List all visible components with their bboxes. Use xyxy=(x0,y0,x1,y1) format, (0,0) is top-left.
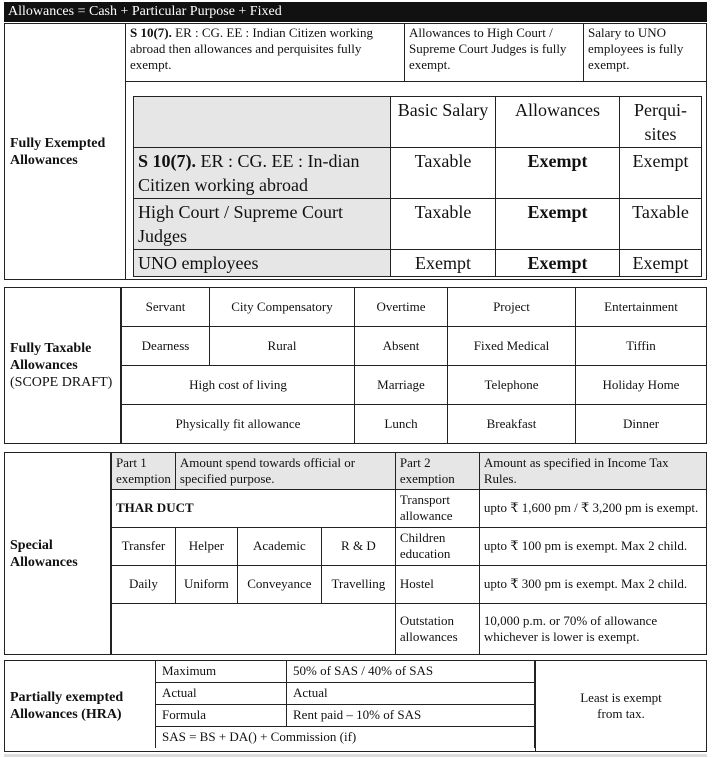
page-title: Allowances = Cash + Particular Purpose + Fixed xyxy=(4,2,707,22)
table-row xyxy=(122,405,707,443)
row-label: UNO employees xyxy=(134,250,391,277)
table-header-row xyxy=(134,97,702,148)
perquisites-cell: Taxable xyxy=(620,199,702,250)
footer-divider xyxy=(4,754,707,757)
list-item: Project xyxy=(448,288,576,326)
row-label: S 10(7). ER : CG. EE : In-dian Citizen working abroad xyxy=(134,148,391,199)
list-item: Holiday Home xyxy=(576,365,707,404)
table-row xyxy=(112,453,707,489)
list-item: High cost of living xyxy=(122,365,355,404)
fully-exempted-label: Fully Exempted Allowances xyxy=(5,24,126,279)
table-row xyxy=(122,288,707,326)
header-cell: Basic Salary xyxy=(391,97,496,148)
part1-desc: Amount spend towards official or specified purpose. xyxy=(175,453,395,489)
allowances-cell: Exempt xyxy=(496,250,620,277)
list-item: Entertainment xyxy=(576,288,707,326)
summary-cell: Salary to UNO employees is fully exempt. xyxy=(584,24,707,82)
list-item: Breakfast xyxy=(448,405,576,443)
part1-label: Part 1 exemption xyxy=(112,453,176,489)
list-item: City Compensatory xyxy=(210,288,355,326)
list-item: Uniform xyxy=(175,565,237,603)
sas-formula: SAS = BS + DA() + Commission (if) xyxy=(156,727,535,749)
table-row xyxy=(112,489,707,527)
list-item: Servant xyxy=(122,288,210,326)
hra-key: Formula xyxy=(156,705,287,727)
list-item: Fixed Medical xyxy=(448,326,576,365)
list-item: Absent xyxy=(355,326,448,365)
table-row xyxy=(156,661,535,683)
table-row xyxy=(134,199,702,250)
fully-exempted-summary xyxy=(126,24,706,82)
special-label: Special Allowances xyxy=(5,453,111,654)
header-cell xyxy=(134,97,391,148)
hra-key: Actual xyxy=(156,683,287,705)
fully-taxable-table xyxy=(121,288,706,443)
fully-taxable-section xyxy=(4,287,707,444)
list-item: Tiffin xyxy=(576,326,707,365)
list-item: Rural xyxy=(210,326,355,365)
thar-duct: THAR DUCT xyxy=(112,489,396,527)
hra-value: 50% of SAS / 40% of SAS xyxy=(287,661,535,683)
list-item: R & D xyxy=(321,527,395,565)
list-item: Telephone xyxy=(448,365,576,404)
allowance-rule: upto ₹ 300 pm is exempt. Max 2 child. xyxy=(479,565,706,603)
list-item: Dearness xyxy=(122,326,210,365)
list-item: Helper xyxy=(175,527,237,565)
hra-value: Rent paid – 10% of SAS xyxy=(287,705,535,727)
perquisites-cell: Exempt xyxy=(620,250,702,277)
hra-table xyxy=(155,661,535,748)
header-cell: Allowances xyxy=(496,97,620,148)
allowance-name: Hostel xyxy=(395,565,479,603)
list-item: Transfer xyxy=(112,527,176,565)
basic-cell: Taxable xyxy=(391,199,496,250)
allowance-name: Outstation allowances xyxy=(395,603,479,655)
least-exempt-note: Least is exempt from tax. xyxy=(535,661,706,751)
list-item: Conveyance xyxy=(237,565,321,603)
list-item: Physically fit allowance xyxy=(122,405,355,443)
partial-section xyxy=(4,660,707,752)
basic-cell: Taxable xyxy=(391,148,496,199)
part2-label: Part 2 exemption xyxy=(395,453,479,489)
list-item: Academic xyxy=(237,527,321,565)
hra-key: Maximum xyxy=(156,661,287,683)
perquisites-cell: Exempt xyxy=(620,148,702,199)
table-row xyxy=(112,603,707,655)
allowances-cell: Exempt xyxy=(496,199,620,250)
hra-value: Actual xyxy=(287,683,535,705)
summary-cell: Allowances to High Court / Supreme Court Judges is fully exempt. xyxy=(405,24,584,82)
partial-label: Partially exempted Allowances (HRA) xyxy=(10,690,124,722)
allowance-rule: upto ₹ 1,600 pm / ₹ 3,200 pm is exempt. xyxy=(479,489,706,527)
special-table xyxy=(111,453,706,655)
list-item: Lunch xyxy=(355,405,448,443)
special-section xyxy=(4,452,707,655)
allowance-rule: upto ₹ 100 pm is exempt. Max 2 child. xyxy=(479,527,706,565)
list-item: Dinner xyxy=(576,405,707,443)
part2-desc: Amount as specified in Income Tax Rules. xyxy=(479,453,706,489)
table-row xyxy=(112,565,707,603)
summary-cell: S 10(7). ER : CG. EE : Indian Citizen working abroad then allowances and perquisites fully exempt. xyxy=(126,24,405,82)
table-row xyxy=(156,727,535,749)
table-row xyxy=(156,683,535,705)
allowance-name: Children education xyxy=(395,527,479,565)
table-row xyxy=(134,148,702,199)
fully-exempted-section xyxy=(4,23,707,280)
table-row xyxy=(134,250,702,277)
allowances-cell: Exempt xyxy=(496,148,620,199)
list-item: Marriage xyxy=(355,365,448,404)
list-item: Daily xyxy=(112,565,176,603)
basic-cell: Exempt xyxy=(391,250,496,277)
table-row xyxy=(112,527,707,565)
table-row xyxy=(122,365,707,404)
fully-exempted-table xyxy=(133,96,702,277)
empty-cell xyxy=(112,603,396,655)
list-item: Overtime xyxy=(355,288,448,326)
allowance-rule: 10,000 p.m. or 70% of allowance whichever is lower is exempt. xyxy=(479,603,706,655)
header-cell: Perqui-sites xyxy=(620,97,702,148)
list-item: Travelling xyxy=(321,565,395,603)
table-row xyxy=(122,326,707,365)
row-label: High Court / Supreme Court Judges xyxy=(134,199,391,250)
allowance-name: Transport allowance xyxy=(395,489,479,527)
table-row xyxy=(156,705,535,727)
fully-taxable-label: Fully Taxable Allowances (SCOPE DRAFT) xyxy=(5,288,121,443)
